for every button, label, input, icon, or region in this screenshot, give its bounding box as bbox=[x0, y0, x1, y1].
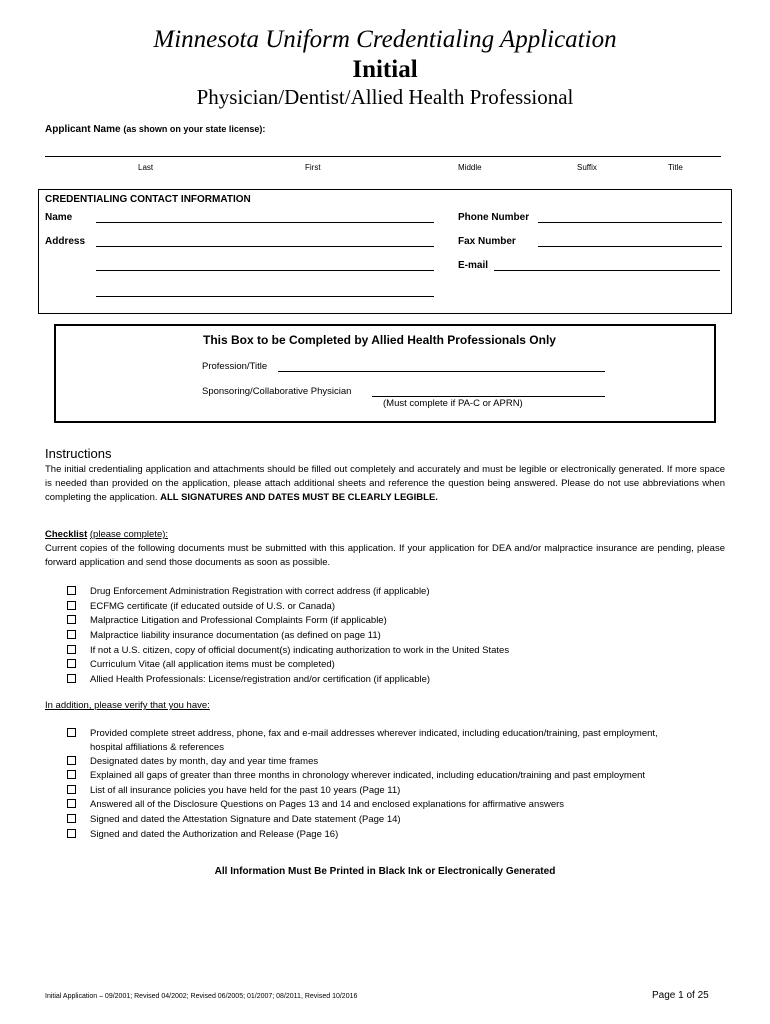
allied-health-heading: This Box to be Completed by Allied Health Professionals Only bbox=[203, 333, 556, 347]
first-name-label: First bbox=[305, 163, 321, 172]
verify-heading: In addition, please verify that you have: bbox=[45, 700, 210, 711]
contact-address-field-1[interactable] bbox=[96, 246, 434, 247]
checklist-heading: Checklist (please complete): bbox=[45, 529, 169, 540]
checklist-checkbox[interactable] bbox=[67, 645, 76, 654]
last-name-label: Last bbox=[138, 163, 154, 172]
title-label: Title bbox=[668, 163, 683, 172]
checklist-intro: Current copies of the following documents must be submitted with this application. If your application for DEA and/or malpractice insurance are pending, please forward application and send those documents as soon as possible. bbox=[45, 543, 725, 568]
contact-address-field-2[interactable] bbox=[96, 270, 434, 271]
form-subtitle: Initial bbox=[352, 56, 418, 83]
email-field[interactable] bbox=[494, 270, 720, 271]
verify-checkbox[interactable] bbox=[67, 756, 76, 765]
sponsor-field[interactable] bbox=[372, 396, 605, 397]
middle-name-label: Middle bbox=[458, 163, 482, 172]
checklist-checkbox[interactable] bbox=[67, 615, 76, 624]
verify-checkbox[interactable] bbox=[67, 770, 76, 779]
form-type: Physician/Dentist/Allied Health Professional bbox=[196, 85, 574, 109]
instructions-heading: Instructions bbox=[45, 446, 112, 461]
instructions-body: The initial credentialing application and attachments should be filled out completely and accurately and must be legible or electronically generated. If more space is needed than provided on the application, please attach additional sheets and reference the question being answered. Please do not use abbreviations when completing the application. ALL SIGNATURES AND DATES MUST BE CLEARLY LEGIBLE. bbox=[45, 464, 725, 503]
checklist-checkbox[interactable] bbox=[67, 630, 76, 639]
email-label: E-mail bbox=[458, 260, 489, 271]
verify-checkbox[interactable] bbox=[67, 829, 76, 838]
page-number: Page 1 of 25 bbox=[652, 990, 709, 1001]
checklist-checkbox[interactable] bbox=[67, 586, 76, 595]
sponsor-label: Sponsoring/Collaborative Physician bbox=[202, 386, 352, 397]
checklist-checkbox[interactable] bbox=[67, 659, 76, 668]
applicant-name-label: Applicant Name (as shown on your state license): bbox=[45, 124, 266, 135]
contact-name-label: Name bbox=[45, 212, 73, 223]
contact-address-field-3[interactable] bbox=[96, 296, 434, 297]
black-ink-notice: All Information Must Be Printed in Black Ink or Electronically Generated bbox=[214, 866, 556, 877]
phone-field[interactable] bbox=[538, 222, 722, 223]
checklist-checkbox[interactable] bbox=[67, 674, 76, 683]
fax-label: Fax Number bbox=[458, 236, 516, 247]
verify-checkbox[interactable] bbox=[67, 728, 76, 737]
contact-heading: CREDENTIALING CONTACT INFORMATION bbox=[45, 194, 251, 205]
contact-address-label: Address bbox=[45, 236, 86, 247]
revision-history: Initial Application – 09/2001; Revised 04/2002; Revised 06/2005; 01/2007; 08/2011, Revised 10/2016 bbox=[45, 993, 358, 1000]
checklist-checkbox[interactable] bbox=[67, 601, 76, 610]
sponsor-note: (Must complete if PA-C or APRN) bbox=[383, 398, 523, 409]
fax-field[interactable] bbox=[538, 246, 722, 247]
suffix-label: Suffix bbox=[577, 163, 597, 172]
form-title: Minnesota Uniform Credentialing Application bbox=[153, 26, 617, 53]
verify-checkbox[interactable] bbox=[67, 814, 76, 823]
verify-checkbox[interactable] bbox=[67, 785, 76, 794]
phone-label: Phone Number bbox=[458, 212, 530, 223]
profession-field[interactable] bbox=[278, 371, 605, 372]
verify-checkbox[interactable] bbox=[67, 799, 76, 808]
contact-name-field[interactable] bbox=[96, 222, 434, 223]
applicant-name-line[interactable] bbox=[45, 156, 721, 157]
profession-label: Profession/Title bbox=[202, 361, 268, 372]
